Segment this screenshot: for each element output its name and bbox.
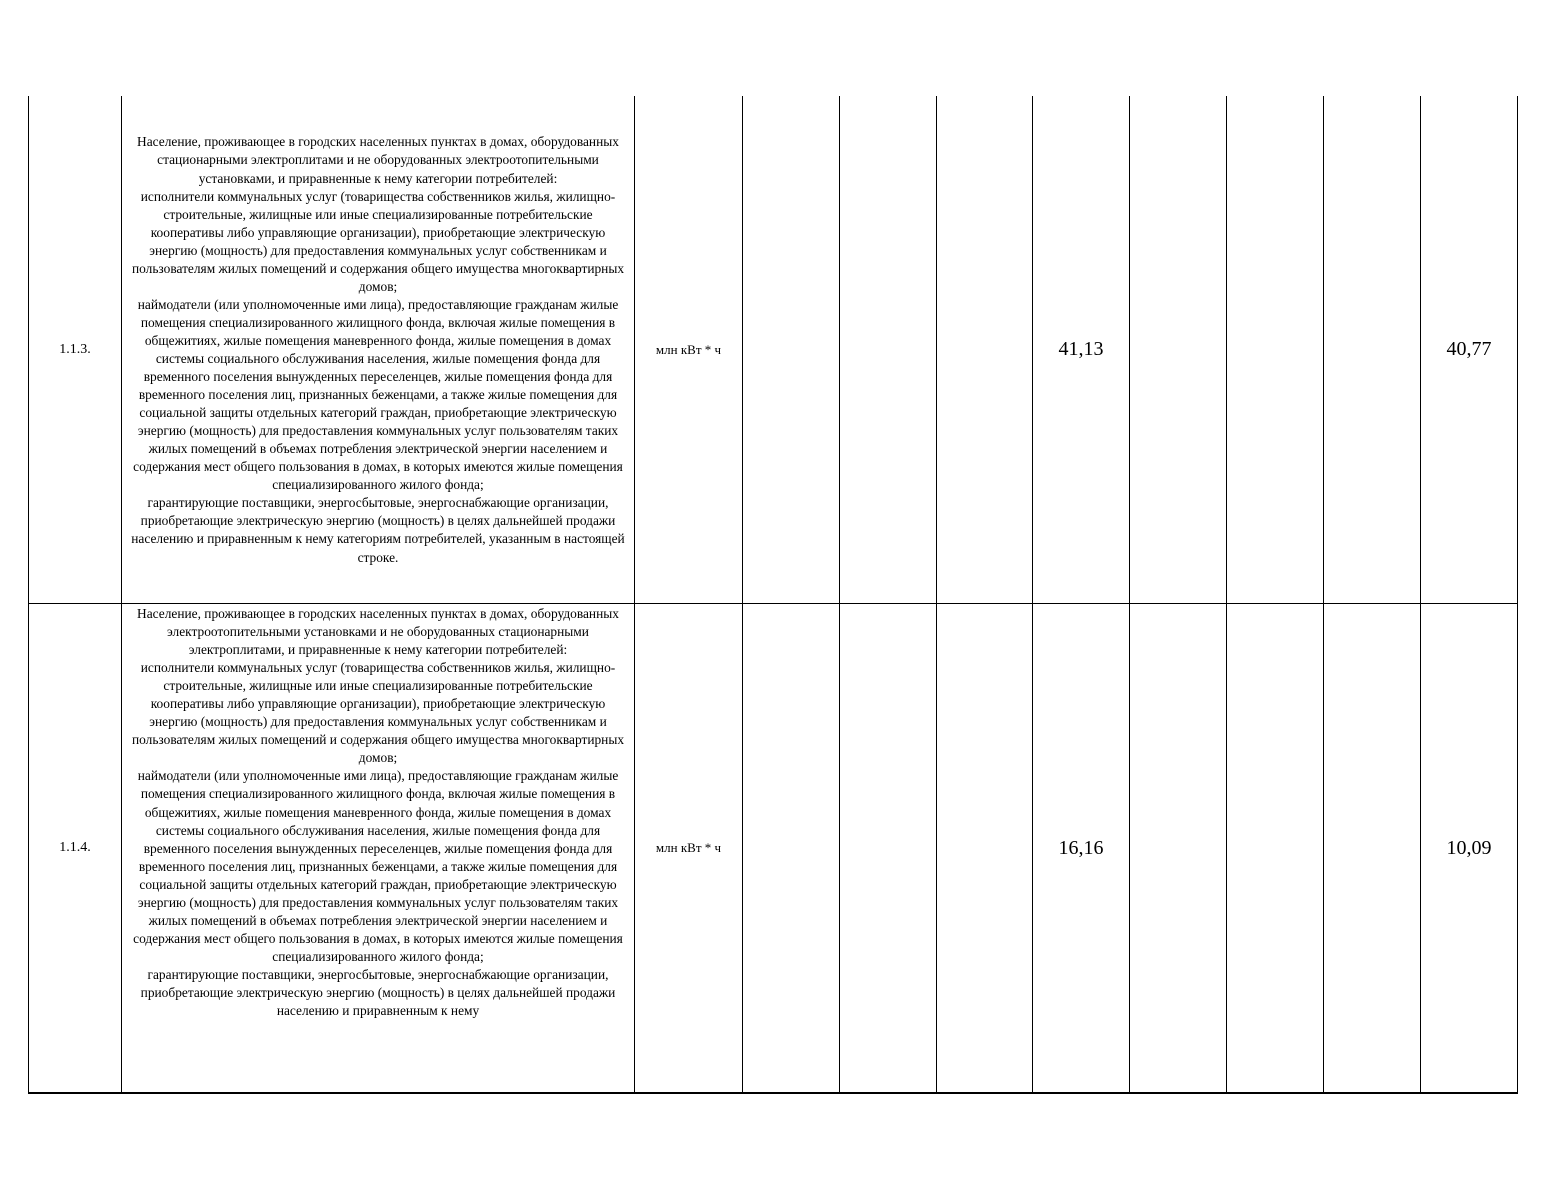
value-cell [1324, 96, 1421, 604]
row-number: 1.1.4. [29, 604, 122, 1094]
row-description-cell [122, 604, 635, 1094]
value-cell [1227, 96, 1324, 604]
value-cell [1227, 604, 1324, 1094]
value-cell [743, 604, 840, 1094]
value-cell [937, 604, 1033, 1094]
value-cell [937, 96, 1033, 604]
value-cell: 16,16 [1033, 604, 1130, 1094]
value-cell [1324, 604, 1421, 1094]
row-description: Население, проживающее в городских населенных пунктах в домах, оборудованных стационарными электроплитами и не оборудованных электроотопительными установками, и приравненные к нему категории потребителей: исполнители коммунальных услуг (товарищества собственников жилья, жилищно-строительные, жилищные или иные специализированные потребительские кооперативы либо управляющие организации), приобретающие электрическую энергию (мощность) для предоставления коммунальных услуг собственникам и пользователям жилых помещений и содержания общего имущества многоквартирных домов; наймодатели (или уполномоченные ими лица), предоставляющие гражданам жилые помещения специализированного жилищного фонда, включая жилые помещения в общежитиях, жилые помещения маневренного фонда, жилые помещения в домах системы социального обслуживания населения, жилые помещения фонда для временного поселения вынужденных переселенцев, жилые помещения фонда для временного поселения лиц, признанных беженцами, а также жилые помещения для социальной защиты отдельных категорий граждан, приобретающие электрическую энергию (мощность) для предоставления коммунальных услуг пользователям таких жилых помещений в объемах потребления электрической энергии населением и содержания мест общего пользования в домах, в которых имеются жилые помещения специализированного жилого фонда; гарантирующие поставщики, энергосбытовые, энергоснабжающие организации, приобретающие электрическую энергию (мощность) в целях дальнейшей продажи населению и приравненным к нему категориям потребителей, указанным в настоящей строке. [131, 134, 625, 565]
value-cell: 41,13 [1033, 96, 1130, 604]
table-row [29, 96, 1518, 604]
table-row [29, 604, 1518, 1094]
row-description-cell [122, 96, 635, 604]
row-description: Население, проживающее в городских населенных пунктах в домах, оборудованных электроотопительными установками и не оборудованных стационарными электроплитами, и приравненные к нему категории потребителей: исполнители коммунальных услуг (товарищества собственников жилья, жилищно-строительные, жилищные или иные специализированные потребительские кооперативы либо управляющие организации), приобретающие электрическую энергию (мощность) для предоставления коммунальных услуг собственникам и пользователям жилых помещений и содержания общего имущества многоквартирных домов; наймодатели (или уполномоченные ими лица), предоставляющие гражданам жилые помещения специализированного жилищного фонда, включая жилые помещения в общежитиях, жилые помещения маневренного фонда, жилые помещения в домах системы социального обслуживания населения, жилые помещения фонда для временного поселения вынужденных переселенцев, жилые помещения фонда для временного поселения лиц, признанных беженцами, а также жилые помещения для социальной защиты отдельных категорий граждан, приобретающие электрическую энергию (мощность) для предоставления коммунальных услуг пользователям таких жилых помещений в объемах потребления электрической энергии населением и содержания мест общего пользования в домах, в которых имеются жилые помещения специализированного жилого фонда; гарантирующие поставщики, энергосбытовые, энергоснабжающие организации, приобретающие электрическую энергию (мощность) в целях дальнейшей продажи населению и приравненным к нему [131, 606, 625, 1019]
row-number: 1.1.3. [29, 96, 122, 604]
row-unit: млн кВт * ч [635, 604, 743, 1094]
value-cell [840, 604, 937, 1094]
value-cell: 10,09 [1421, 604, 1518, 1094]
value-cell: 40,77 [1421, 96, 1518, 604]
value-cell [1130, 96, 1227, 604]
value-cell [1130, 604, 1227, 1094]
value-cell [743, 96, 840, 604]
value-cell [840, 96, 937, 604]
row-unit: млн кВт * ч [635, 96, 743, 604]
tariff-table [28, 96, 1518, 1094]
